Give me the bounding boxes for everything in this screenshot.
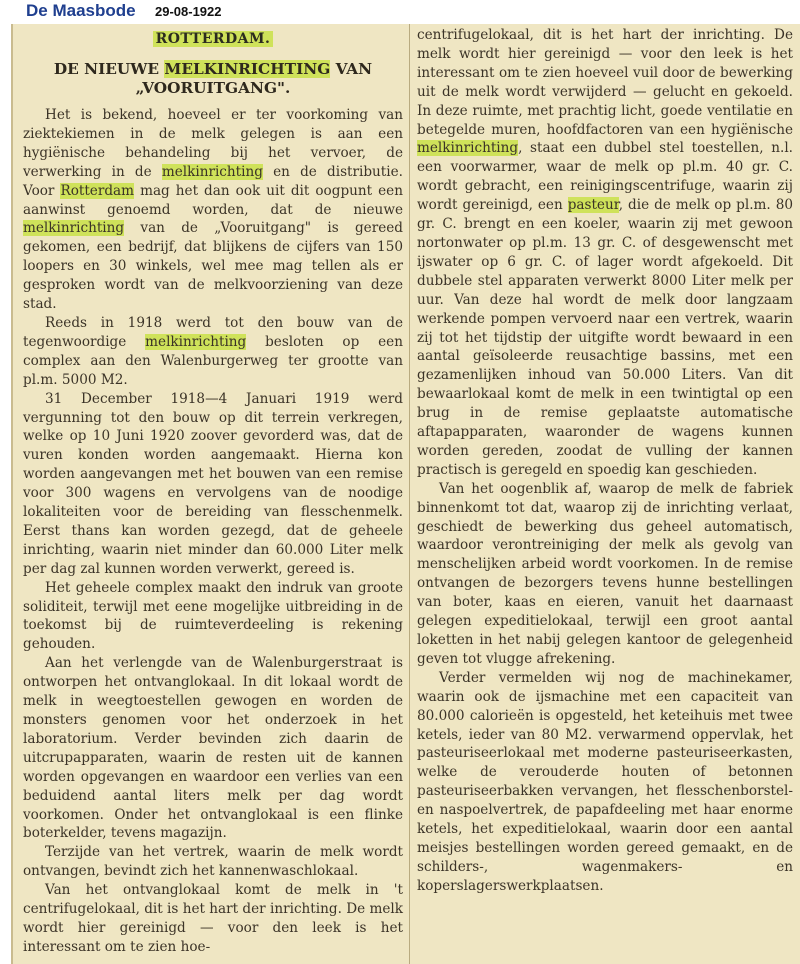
newspaper-title: De Maasbode <box>26 1 136 20</box>
paragraph-5: Aan het verlengde van de Walenburgerstraat is ontworpen het ontvanglokaal. In dit lokaal wordt de melk in weegtoestellen gewogen en worden de monsters genomen voor het onderzoek in het laboratorium. Verder bevinden zich daarin de uitcrupapparaten, waarin de resten uit de kannen worden opgevangen en waardoor een verlies van een beduidend aantal liters melk per dag wordt voorkomen. Onder het ontvanglokaal is een flinke boterkelder, tevens magazijn. <box>23 655 403 842</box>
paragraph-4: Het geheele complex maakt den indruk van groote soliditeit, terwijl met eene mogelijke uitbreiding in de toekomst bij de ruimteverdeeling is rekening gehouden. <box>23 579 403 653</box>
newspaper-clipping <box>11 24 800 964</box>
paragraph-6: Terzijde van het vertrek, waarin de melk wordt ontvangen, bevindt zich het kannenwaschlokaal. <box>23 844 403 880</box>
paragraph-2: Reeds in 1918 werd tot den bouw van de tegenwoordige melkinrichting besloten op een complex aan den Walenburgerweg ter grootte van pl.m. 5000 M2. <box>23 314 403 388</box>
header-bar <box>0 0 800 24</box>
paragraph-automation: Van het oogenblik af, waarop de melk de fabriek binnenkomt tot dat, waarop zij de inrichting verlaat, geschiedt de bewerking dus geheel automatisch, waardoor verontreiniging der melk als gevolg van menschelijken arbeid wordt voorkomen. In de remise ontvangen de bezorgers tevens hunne bestellingen van boter, kaas en eieren, vanuit het daarnaast gelegen expeditielokaal, terwijl een groot aantal loketten in het nabij gelegen kantoor de gelegenheid geven tot vlugge afrekening. <box>417 480 793 667</box>
section-heading: ROTTERDAM. <box>23 30 403 50</box>
publication-date: 29-08-1922 <box>155 4 222 19</box>
paragraph-1: Het is bekend, hoeveel er ter voorkoming van ziektekiemen in de melk gelegen is aan een hygiënische behandeling bij het vervoer, de verwerking in de melkinrichting en de distributie. Voor Rotterdam mag het dan ook uit dit oogpunt een aanwinst genoemd worden, dat de nieuwe melkinrichting van de „Vooruitgang" is gereed gekomen, een bedrijf, dat blijkens de cijfers van 150 loopers en 30 winkels, wel mee mag tellen als er gesproken wordt van de melkvoorziening van deze stad. <box>23 107 403 313</box>
article-column-left <box>23 24 403 957</box>
paragraph-7: Van het ontvanglokaal komt de melk in 't centrifugelokaal, dit is het hart der inrichting. De melk wordt hier gereinigd — voor den leek is het interessant om te zien hoe- <box>23 882 404 955</box>
paragraph-3: 31 December 1918—4 Januari 1919 werd vergunning tot den bouw op dit terrein verkregen, welke op 10 Juni 1920 zoover gevorderd was, dat de vuren konden worden aangemaakt. Hierna kon worden aangevangen met het bouwen van een remise voor 300 wagens en vervolgens van de noodige lokaliteiten voor de bereiding van flesschenmelk. Eerst thans kan worden gezegd, dat de geheele inrichting, waarin niet minder dan 60.000 Liter melk per dag zal kunnen worden verwerkt, gereed is. <box>23 390 403 577</box>
paragraph-continued: centrifugelokaal, dit is het hart der inrichting. De melk wordt hier gereinigd — voor den leek is het interessant om te zien hoeveel vuil door de bewerking uit de melk wordt verwijderd — gelucht en gekoeld. In deze ruimte, met prachtig licht, goede ventilatie en betegelde muren, hoofdfactoren van een hygiënische melkinrichting, staat een dubbel stel toestellen, n.l. een voorwarmer, waar de melk op pl.m. 40 gr. C. wordt gebracht, een reinigingscentrifuge, waarin zij wordt gereinigd, een pasteur, die de melk op pl.m. 80 gr. C. brengt en een koeler, waarin zij met gewoon nortonwater op pl.m. 13 gr. C. of desgewenscht met ijswater op 6 gr. C. of lager wordt afgekoeld. Dit dubbele stel apparaten verwerkt 8000 Liter melk per uur. Van deze hal wordt de melk door langzaam werkende pompen vervoerd naar een vertrek, waarin zij tot het tijdstip der uitgifte wordt bewaard in een aantal geïsoleerde reusachtige bassins, met een gezamenlijken inhoud van 50.000 Liters. Van dit bewaarlokaal komt de melk in een twintigtal op een brug in de remise geplaatste automatische aftapapparaten, waaronder de wagens kunnen worden gereden, zoodat de vulling der kannen practisch is geregeld en spoedig kan geschieden. <box>417 27 793 478</box>
article-headline: DE NIEUWE MELKINRICHTING VAN „VOORUITGANG". <box>53 60 373 97</box>
paragraph-machinery: Verder vermelden wij nog de machinekamer, waarin ook de ijsmachine met een capaciteit van 80.000 calorieën is opgesteld, het keteihuis met twee ketels, ieder van 80 M2. verwarmend oppervlak, het pasteuriseerlokaal met moderne pasteuriseerkasten, welke de verouderde houten of betonnen pasteuriseerbakken vervangen, het flesschenborstel- en naspoelvertrek, de papafdeeling met haar enorme ketels, het expeditielokaal, waarin door een aantal meisjes bestellingen worden gereed gemaakt, en de schilders-, wagenmakers- en koperslagerswerkplaatsen. <box>417 669 793 894</box>
article-column-right <box>417 24 793 896</box>
column-divider <box>409 24 410 964</box>
